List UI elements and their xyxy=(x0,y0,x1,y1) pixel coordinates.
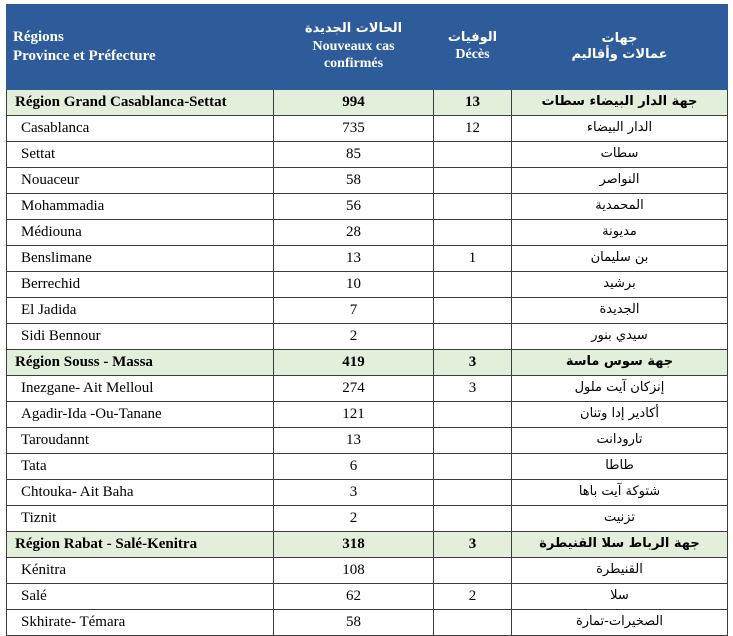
new-cases-value: 6 xyxy=(274,454,434,480)
column-header-new-cases-arabic: الحالات الجديدة xyxy=(304,21,403,37)
province-label: Mohammadia xyxy=(7,194,274,220)
province-label: Salé xyxy=(7,584,274,610)
new-cases-value: 318 xyxy=(274,532,434,558)
table-row xyxy=(7,116,728,142)
province-label: Nouaceur xyxy=(7,168,274,194)
new-cases-value: 58 xyxy=(274,168,434,194)
new-cases-value: 121 xyxy=(274,402,434,428)
deaths-value xyxy=(434,454,512,480)
deaths-value: 2 xyxy=(434,584,512,610)
table-row xyxy=(7,272,728,298)
deaths-value xyxy=(434,428,512,454)
table-body xyxy=(7,90,728,636)
region-label: Région Grand Casablanca-Settat xyxy=(7,90,274,116)
arabic-label: شتوكة آيت باها xyxy=(512,480,728,506)
arabic-label: الصخيرات-تمارة xyxy=(512,610,728,636)
deaths-value xyxy=(434,272,512,298)
column-header-new-cases-line2: confirmés xyxy=(323,56,384,72)
table-row xyxy=(7,428,728,454)
new-cases-value: 10 xyxy=(274,272,434,298)
new-cases-value: 13 xyxy=(274,246,434,272)
province-label: Sidi Bennour xyxy=(7,324,274,350)
covid-cases-table xyxy=(6,4,728,636)
arabic-label: الدار البيضاء xyxy=(512,116,728,142)
arabic-label: المحمدية xyxy=(512,194,728,220)
table-row xyxy=(7,220,728,246)
new-cases-value: 28 xyxy=(274,220,434,246)
province-label: Inezgane- Ait Melloul xyxy=(7,376,274,402)
arabic-label: سلا xyxy=(512,584,728,610)
arabic-label: أكادير إدا وتنان xyxy=(512,402,728,428)
arabic-label: تارودانت xyxy=(512,428,728,454)
deaths-value xyxy=(434,168,512,194)
deaths-value xyxy=(434,506,512,532)
deaths-value: 12 xyxy=(434,116,512,142)
province-label: Tata xyxy=(7,454,274,480)
deaths-value xyxy=(434,558,512,584)
arabic-label: سيدي بنور xyxy=(512,324,728,350)
column-header-arabic-regions-line1: جهات xyxy=(601,30,638,46)
province-label: Berrechid xyxy=(7,272,274,298)
deaths-value xyxy=(434,610,512,636)
table-row xyxy=(7,610,728,636)
province-label: Chtouka- Ait Baha xyxy=(7,480,274,506)
arabic-label: برشيد xyxy=(512,272,728,298)
new-cases-value: 2 xyxy=(274,324,434,350)
arabic-label: جهة سوس ماسة xyxy=(512,350,728,376)
table-row xyxy=(7,246,728,272)
column-header-region-line1: Régions xyxy=(13,29,64,46)
column-header-deaths-arabic: الوفيات xyxy=(447,30,498,46)
new-cases-value: 7 xyxy=(274,298,434,324)
table-row xyxy=(7,480,728,506)
arabic-label: بن سليمان xyxy=(512,246,728,272)
deaths-value xyxy=(434,298,512,324)
new-cases-value: 13 xyxy=(274,428,434,454)
table-row xyxy=(7,142,728,168)
deaths-value xyxy=(434,480,512,506)
new-cases-value: 85 xyxy=(274,142,434,168)
column-header-new-cases-line1: Nouveaux cas xyxy=(312,38,395,54)
arabic-label: تزنيت xyxy=(512,506,728,532)
new-cases-value: 62 xyxy=(274,584,434,610)
deaths-value xyxy=(434,194,512,220)
arabic-label: مديونة xyxy=(512,220,728,246)
column-header-region xyxy=(7,5,274,90)
arabic-label: سطات xyxy=(512,142,728,168)
deaths-value: 3 xyxy=(434,350,512,376)
deaths-value xyxy=(434,220,512,246)
deaths-value: 3 xyxy=(434,532,512,558)
table-header xyxy=(7,5,728,90)
deaths-value: 1 xyxy=(434,246,512,272)
table-row xyxy=(7,168,728,194)
new-cases-value: 56 xyxy=(274,194,434,220)
deaths-value xyxy=(434,142,512,168)
arabic-label: الجديدة xyxy=(512,298,728,324)
new-cases-value: 274 xyxy=(274,376,434,402)
arabic-label: القنيطرة xyxy=(512,558,728,584)
province-label: Settat xyxy=(7,142,274,168)
province-label: Benslimane xyxy=(7,246,274,272)
province-label: Casablanca xyxy=(7,116,274,142)
new-cases-value: 419 xyxy=(274,350,434,376)
province-label: Tiznit xyxy=(7,506,274,532)
column-header-arabic-regions-line2: عمالات وأقاليم xyxy=(571,47,668,62)
new-cases-value: 108 xyxy=(274,558,434,584)
table-row xyxy=(7,454,728,480)
table-row xyxy=(7,376,728,402)
province-label: Kénitra xyxy=(7,558,274,584)
new-cases-value: 3 xyxy=(274,480,434,506)
province-label: Agadir-Ida -Ou-Tanane xyxy=(7,402,274,428)
table-row xyxy=(7,194,728,220)
column-header-arabic-regions xyxy=(512,5,728,90)
new-cases-value: 994 xyxy=(274,90,434,116)
column-header-region-line2: Province et Préfecture xyxy=(13,48,156,64)
table-row xyxy=(7,298,728,324)
table-row xyxy=(7,558,728,584)
province-label: Skhirate- Témara xyxy=(7,610,274,636)
arabic-label: إنزكان آيت ملول xyxy=(512,376,728,402)
column-header-deaths xyxy=(434,5,512,90)
table-header-row xyxy=(7,5,728,90)
province-label: Taroudannt xyxy=(7,428,274,454)
arabic-label: جهة الدار البيضاء سطات xyxy=(512,90,728,116)
table-row xyxy=(7,532,728,558)
column-header-new-cases xyxy=(274,5,434,90)
deaths-value xyxy=(434,402,512,428)
new-cases-value: 58 xyxy=(274,610,434,636)
region-label: Région Souss - Massa xyxy=(7,350,274,376)
region-label: Région Rabat - Salé-Kenitra xyxy=(7,532,274,558)
table-row xyxy=(7,506,728,532)
deaths-value: 3 xyxy=(434,376,512,402)
table-row xyxy=(7,402,728,428)
arabic-label: جهة الرباط سلا القنيطرة xyxy=(512,532,728,558)
province-label: El Jadida xyxy=(7,298,274,324)
deaths-value: 13 xyxy=(434,90,512,116)
arabic-label: طاطا xyxy=(512,454,728,480)
deaths-value xyxy=(434,324,512,350)
new-cases-value: 2 xyxy=(274,506,434,532)
table-row xyxy=(7,90,728,116)
arabic-label: النواصر xyxy=(512,168,728,194)
new-cases-value: 735 xyxy=(274,116,434,142)
table-row xyxy=(7,324,728,350)
table-row xyxy=(7,350,728,376)
province-label: Médiouna xyxy=(7,220,274,246)
column-header-deaths-french: Décès xyxy=(455,47,490,63)
